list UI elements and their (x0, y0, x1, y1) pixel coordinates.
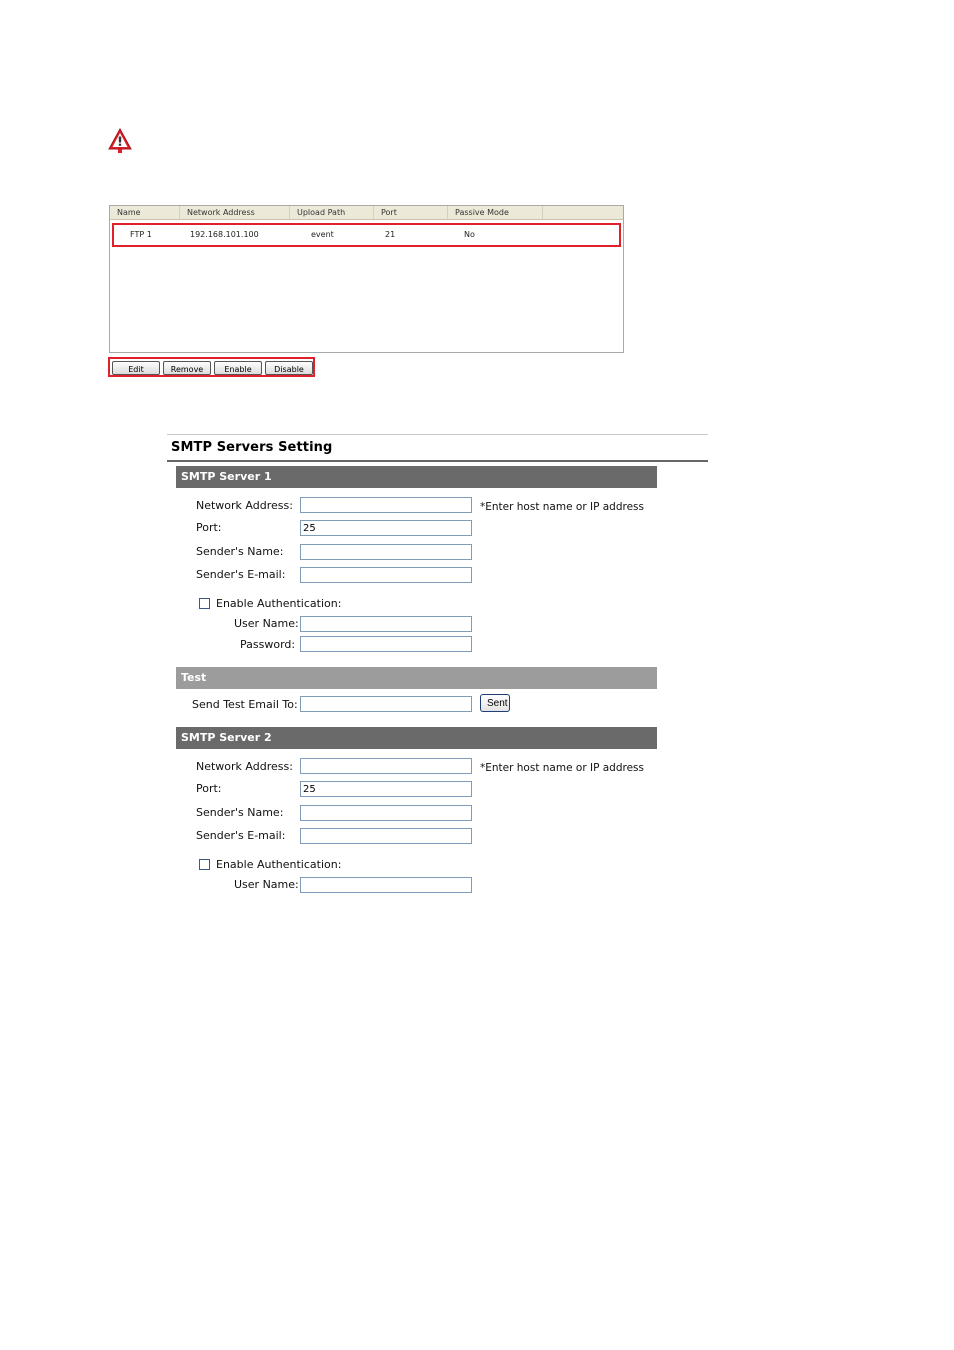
section-header-test: Test (176, 667, 657, 689)
username-input-2[interactable] (300, 877, 472, 893)
port-label: Port: (196, 521, 222, 534)
title-divider-top (167, 434, 708, 435)
table-header (110, 206, 623, 220)
cell-upload-path: event (311, 230, 334, 239)
warning-icon (108, 128, 132, 154)
section-header-smtp-server-1: SMTP Server 1 (176, 466, 657, 488)
sender-email-input-2[interactable] (300, 828, 472, 844)
send-test-email-input[interactable] (300, 696, 472, 712)
sender-name-label: Sender's Name: (196, 545, 284, 558)
page-title: SMTP Servers Setting (171, 440, 333, 455)
ftp-server-table (109, 205, 624, 353)
password-input[interactable] (300, 636, 472, 652)
enable-authentication-label: Enable Authentication: (216, 597, 342, 610)
port-input[interactable] (300, 520, 472, 536)
network-address-label-2: Network Address: (196, 760, 293, 773)
edit-button[interactable]: Edit (112, 361, 160, 375)
send-test-email-label: Send Test Email To: (192, 698, 298, 711)
enable-authentication-checkbox-2[interactable] (199, 859, 210, 870)
cell-network-address: 192.168.101.100 (190, 230, 259, 239)
network-address-hint-2: *Enter host name or IP address (480, 762, 644, 774)
column-header-name[interactable]: Name (110, 206, 180, 219)
sender-name-label-2: Sender's Name: (196, 806, 284, 819)
column-header-network-address[interactable]: Network Address (180, 206, 290, 219)
password-label: Password: (240, 638, 296, 651)
cell-passive-mode: No (464, 230, 475, 239)
column-header-port[interactable]: Port (374, 206, 448, 219)
sender-email-label: Sender's E-mail: (196, 568, 286, 581)
sender-email-label-2: Sender's E-mail: (196, 829, 286, 842)
sent-button[interactable]: Sent (480, 694, 510, 712)
remove-button[interactable]: Remove (163, 361, 211, 375)
enable-authentication-checkbox[interactable] (199, 598, 210, 609)
sender-name-input-2[interactable] (300, 805, 472, 821)
disable-button[interactable]: Disable (265, 361, 313, 375)
username-input[interactable] (300, 616, 472, 632)
section-header-smtp-server-2: SMTP Server 2 (176, 727, 657, 749)
network-address-input-2[interactable] (300, 758, 472, 774)
column-header-upload-path[interactable]: Upload Path (290, 206, 374, 219)
cell-port: 21 (385, 230, 396, 239)
ftp-action-buttons (108, 357, 315, 377)
port-label-2: Port: (196, 782, 222, 795)
sender-name-input[interactable] (300, 544, 472, 560)
username-label-2: User Name: (234, 878, 299, 891)
port-input-2[interactable] (300, 781, 472, 797)
title-divider-bottom (167, 460, 708, 462)
network-address-label: Network Address: (196, 499, 293, 512)
table-row[interactable] (112, 223, 621, 247)
network-address-input[interactable] (300, 497, 472, 513)
network-address-hint: *Enter host name or IP address (480, 501, 644, 513)
sender-email-input[interactable] (300, 567, 472, 583)
enable-button[interactable]: Enable (214, 361, 262, 375)
cell-name: FTP 1 (130, 230, 152, 239)
enable-authentication-label-2: Enable Authentication: (216, 858, 342, 871)
username-label: User Name: (234, 617, 299, 630)
column-header-passive-mode[interactable]: Passive Mode (448, 206, 543, 219)
